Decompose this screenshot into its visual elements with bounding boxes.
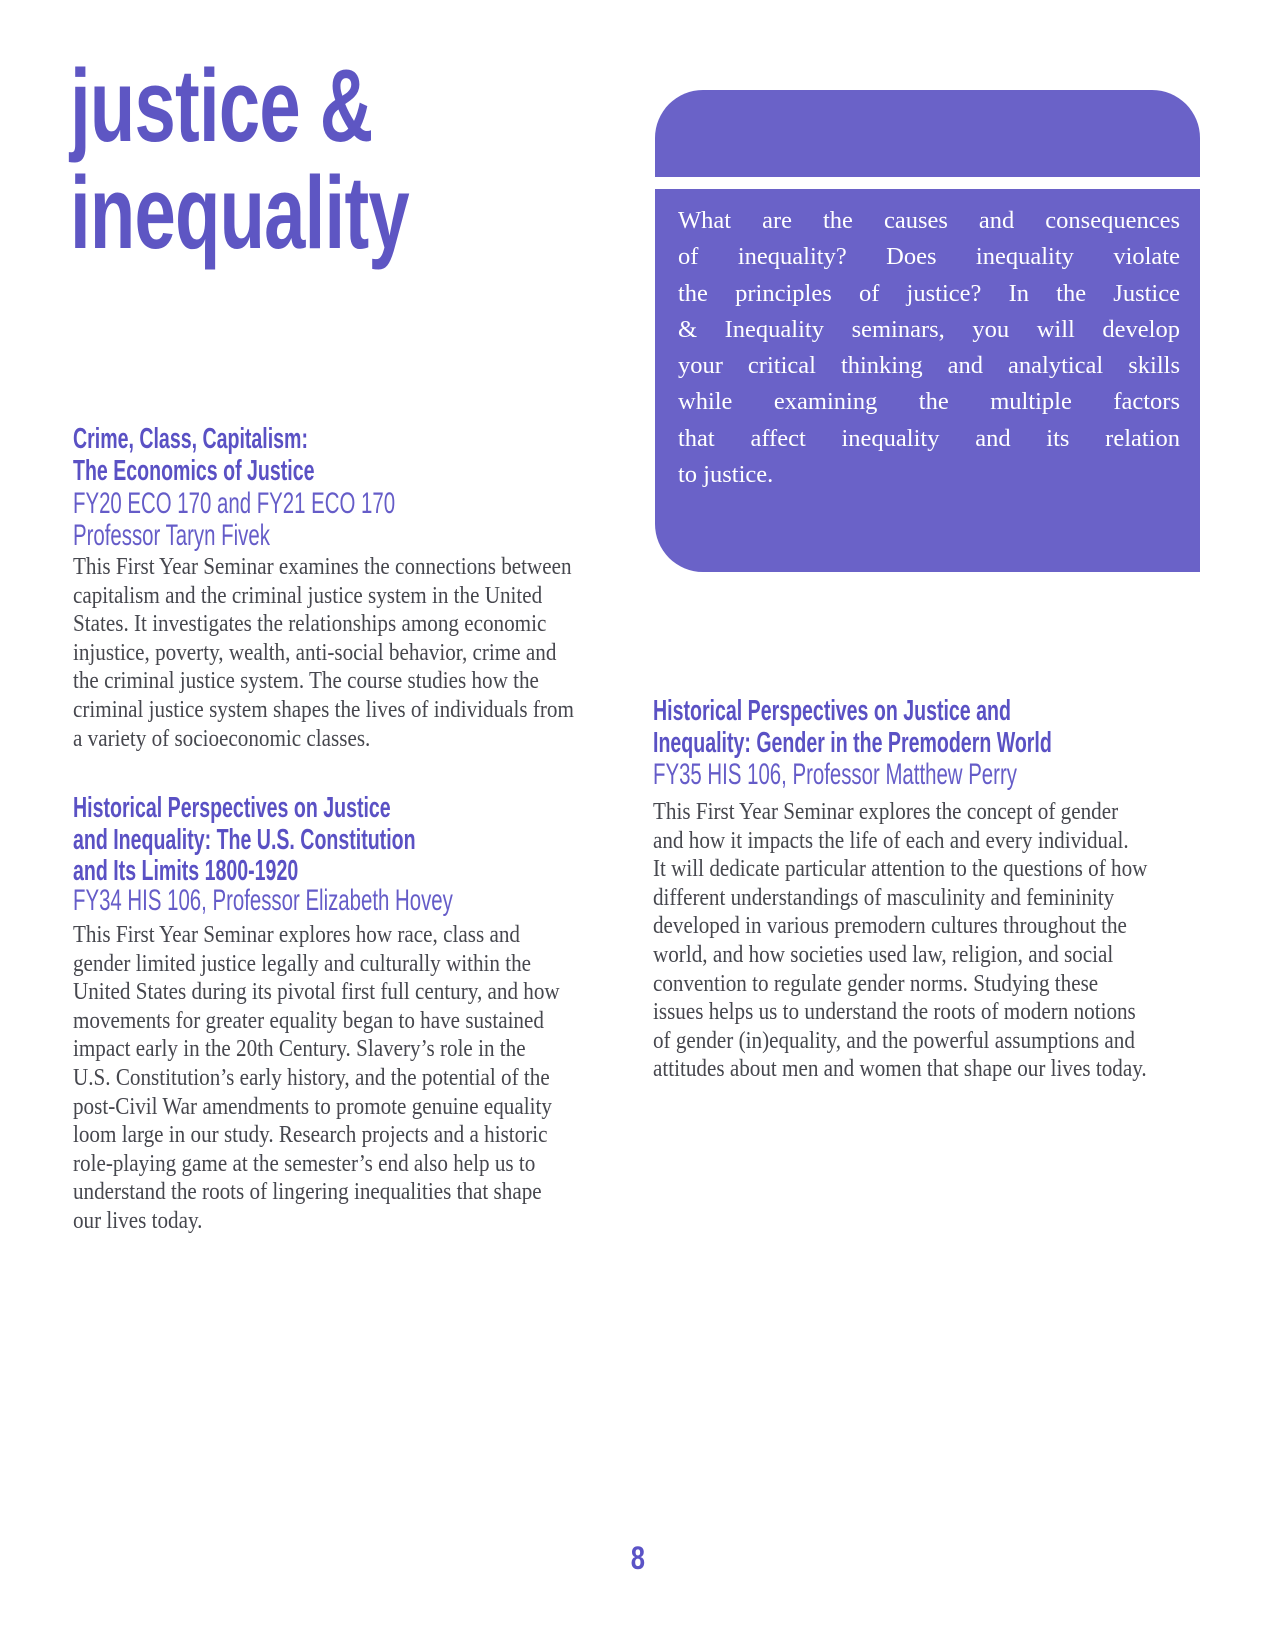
page-title: justice & inequality xyxy=(70,48,409,270)
course-title: Crime, Class, Capitalism: The Economics of Justice xyxy=(73,423,315,487)
course-description: This First Year Seminar explores how race, class and gender limited justice legally and culturally within the United States during its pivotal first full century, and how movements for greater equality began to have sustained impact early in the 20th Century. Slavery’s role in the U.S. Constitution’s early history, and the potential of the post-Civil War amendments to promote genuine equality loom large in our study. Research projects and a historic role-playing game at the semester’s end also help us to understand the roots of lingering inequalities that shape our lives today. xyxy=(73,922,560,1234)
course-code-professor: FY34 HIS 106, Professor Elizabeth Hovey xyxy=(73,884,453,917)
course-code-professor: FY35 HIS 106, Professor Matthew Perry xyxy=(653,758,1017,791)
intro-box-body xyxy=(655,189,1200,572)
course-code-professor: FY20 ECO 170 and FY21 ECO 170 Professor Taryn Fivek xyxy=(73,487,396,552)
page-number: 8 xyxy=(630,1540,645,1576)
course-description: This First Year Seminar explores the concept of gender and how it impacts the life of each and every individual. It will dedicate particular attention to the questions of how different understandings of masculinity and femininity developed in various premodern cultures throughout the world, and how societies used law, religion, and social convention to regulate gender norms. Studying these issues helps us to understand the roots of modern notions of gender (in)equality, and the powerful assumptions and attitudes about men and women that shape our lives today. xyxy=(653,799,1148,1083)
course-title: Historical Perspectives on Justice and Inequality: The U.S. Constitution and Its Limits 1800-1920 xyxy=(73,792,416,887)
intro-box xyxy=(655,90,1200,572)
intro-paragraph: What are the causes and consequences of inequality? Does inequality violate the principles of justice? In the Justice & Inequality seminars, you will develop your critical thinking and analytical skills while examining the multiple factors that affect inequality and its relation to justice. xyxy=(678,207,1180,489)
page-footer xyxy=(0,1538,1275,1578)
intro-box-divider xyxy=(655,177,1200,189)
intro-box-tab xyxy=(655,90,1200,177)
course-title: Historical Perspectives on Justice and Inequality: Gender in the Premodern World xyxy=(653,695,1052,759)
course-description: This First Year Seminar examines the connections between capitalism and the criminal justice system in the United States. It investigates the relationships among economic injustice, poverty, wealth, anti-social behavior, crime and the criminal justice system. The course studies how the criminal justice system shapes the lives of individuals from a variety of socioeconomic classes. xyxy=(73,554,574,752)
